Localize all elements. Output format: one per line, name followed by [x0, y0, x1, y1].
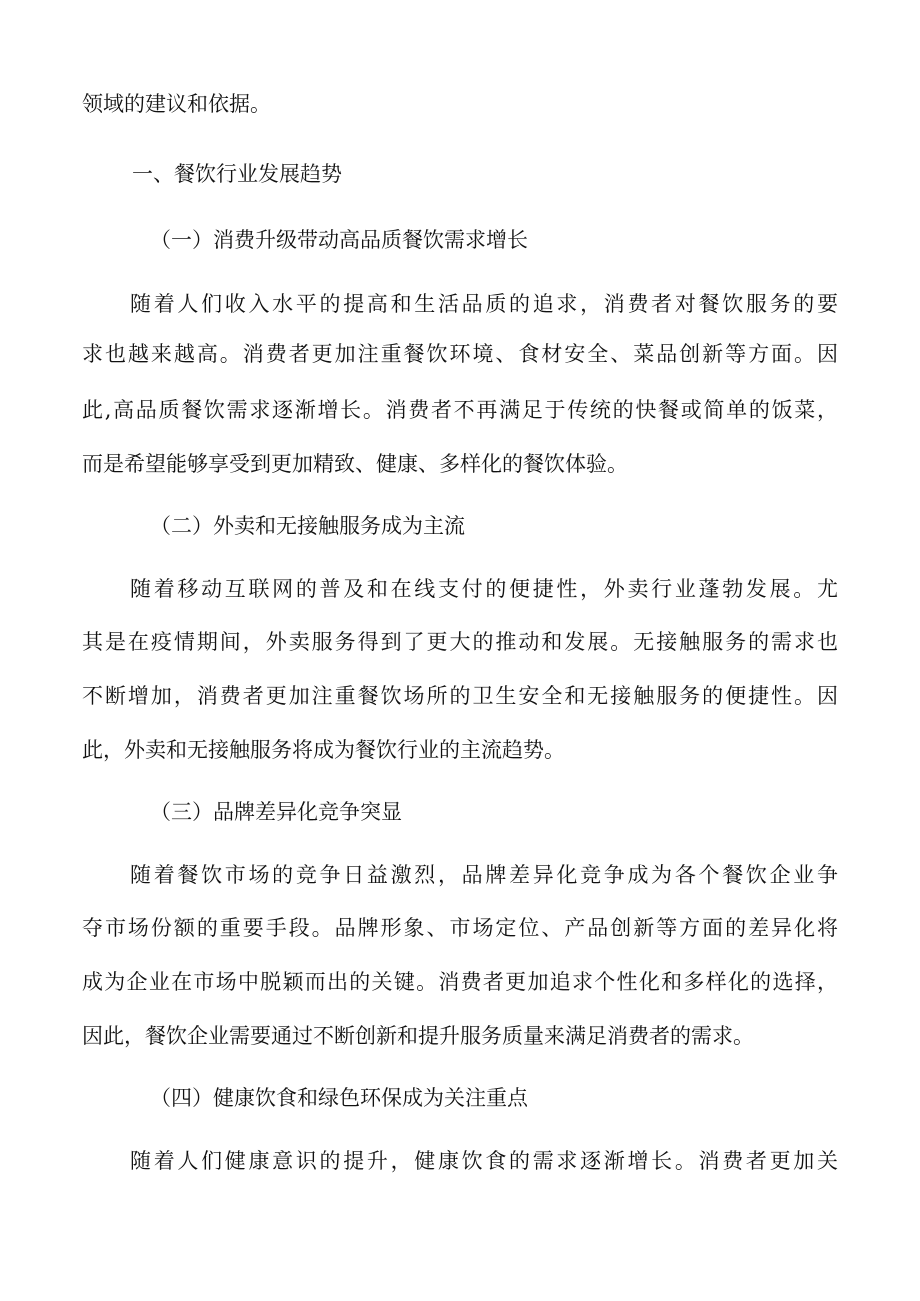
- paragraph-1-line-1: 随着人们收入水平的提高和生活品质的追求，消费者对餐饮服务的要: [130, 292, 838, 316]
- paragraph-3-line-3: 成为企业在市场中脱颖而出的关键。消费者更加追求个性化和多样化的选择，: [82, 970, 838, 994]
- subsection-heading-3: （三）品牌差异化竞争突显: [150, 800, 402, 824]
- paragraph-2-line-1: 随着移动互联网的普及和在线支付的便捷性，外卖行业蓬勃发展。尤: [130, 577, 838, 601]
- paragraph-2-line-4: 此，外卖和无接触服务将成为餐饮行业的主流趋势。: [82, 738, 565, 762]
- paragraph-3-line-1: 随着餐饮市场的竞争日益激烈，品牌差异化竞争成为各个餐饮企业争: [130, 863, 838, 887]
- paragraph-1-line-3: 此,高品质餐饮需求逐渐增长。消费者不再满足于传统的快餐或简单的饭菜，: [82, 398, 838, 422]
- paragraph-2-line-2: 其是在疫情期间，外卖服务得到了更大的推动和发展。无接触服务的需求也: [82, 630, 838, 654]
- paragraph-4-line-1: 随着人们健康意识的提升，健康饮食的需求逐渐增长。消费者更加关: [130, 1149, 838, 1173]
- paragraph-1-line-2: 求也越来越高。消费者更加注重餐饮环境、食材安全、菜品创新等方面。因: [82, 342, 838, 366]
- subsection-heading-2: （二）外卖和无接触服务成为主流: [150, 514, 465, 538]
- paragraph-2-line-3: 不断增加，消费者更加注重餐饮场所的卫生安全和无接触服务的便捷性。因: [82, 684, 838, 708]
- section-heading: 一、餐饮行业发展趋势: [132, 162, 342, 186]
- paragraph-continuation-line: 领域的建议和依据。: [82, 92, 271, 116]
- paragraph-1-line-4: 而是希望能够享受到更加精致、健康、多样化的餐饮体验。: [82, 452, 628, 476]
- paragraph-3-line-4: 因此，餐饮企业需要通过不断创新和提升服务质量来满足消费者的需求。: [82, 1024, 754, 1048]
- paragraph-3-line-2: 夺市场份额的重要手段。品牌形象、市场定位、产品创新等方面的差异化将: [82, 916, 838, 940]
- subsection-heading-4: （四）健康饮食和绿色环保成为关注重点: [150, 1086, 528, 1110]
- subsection-heading-1: （一）消费升级带动高品质餐饮需求增长: [150, 228, 528, 252]
